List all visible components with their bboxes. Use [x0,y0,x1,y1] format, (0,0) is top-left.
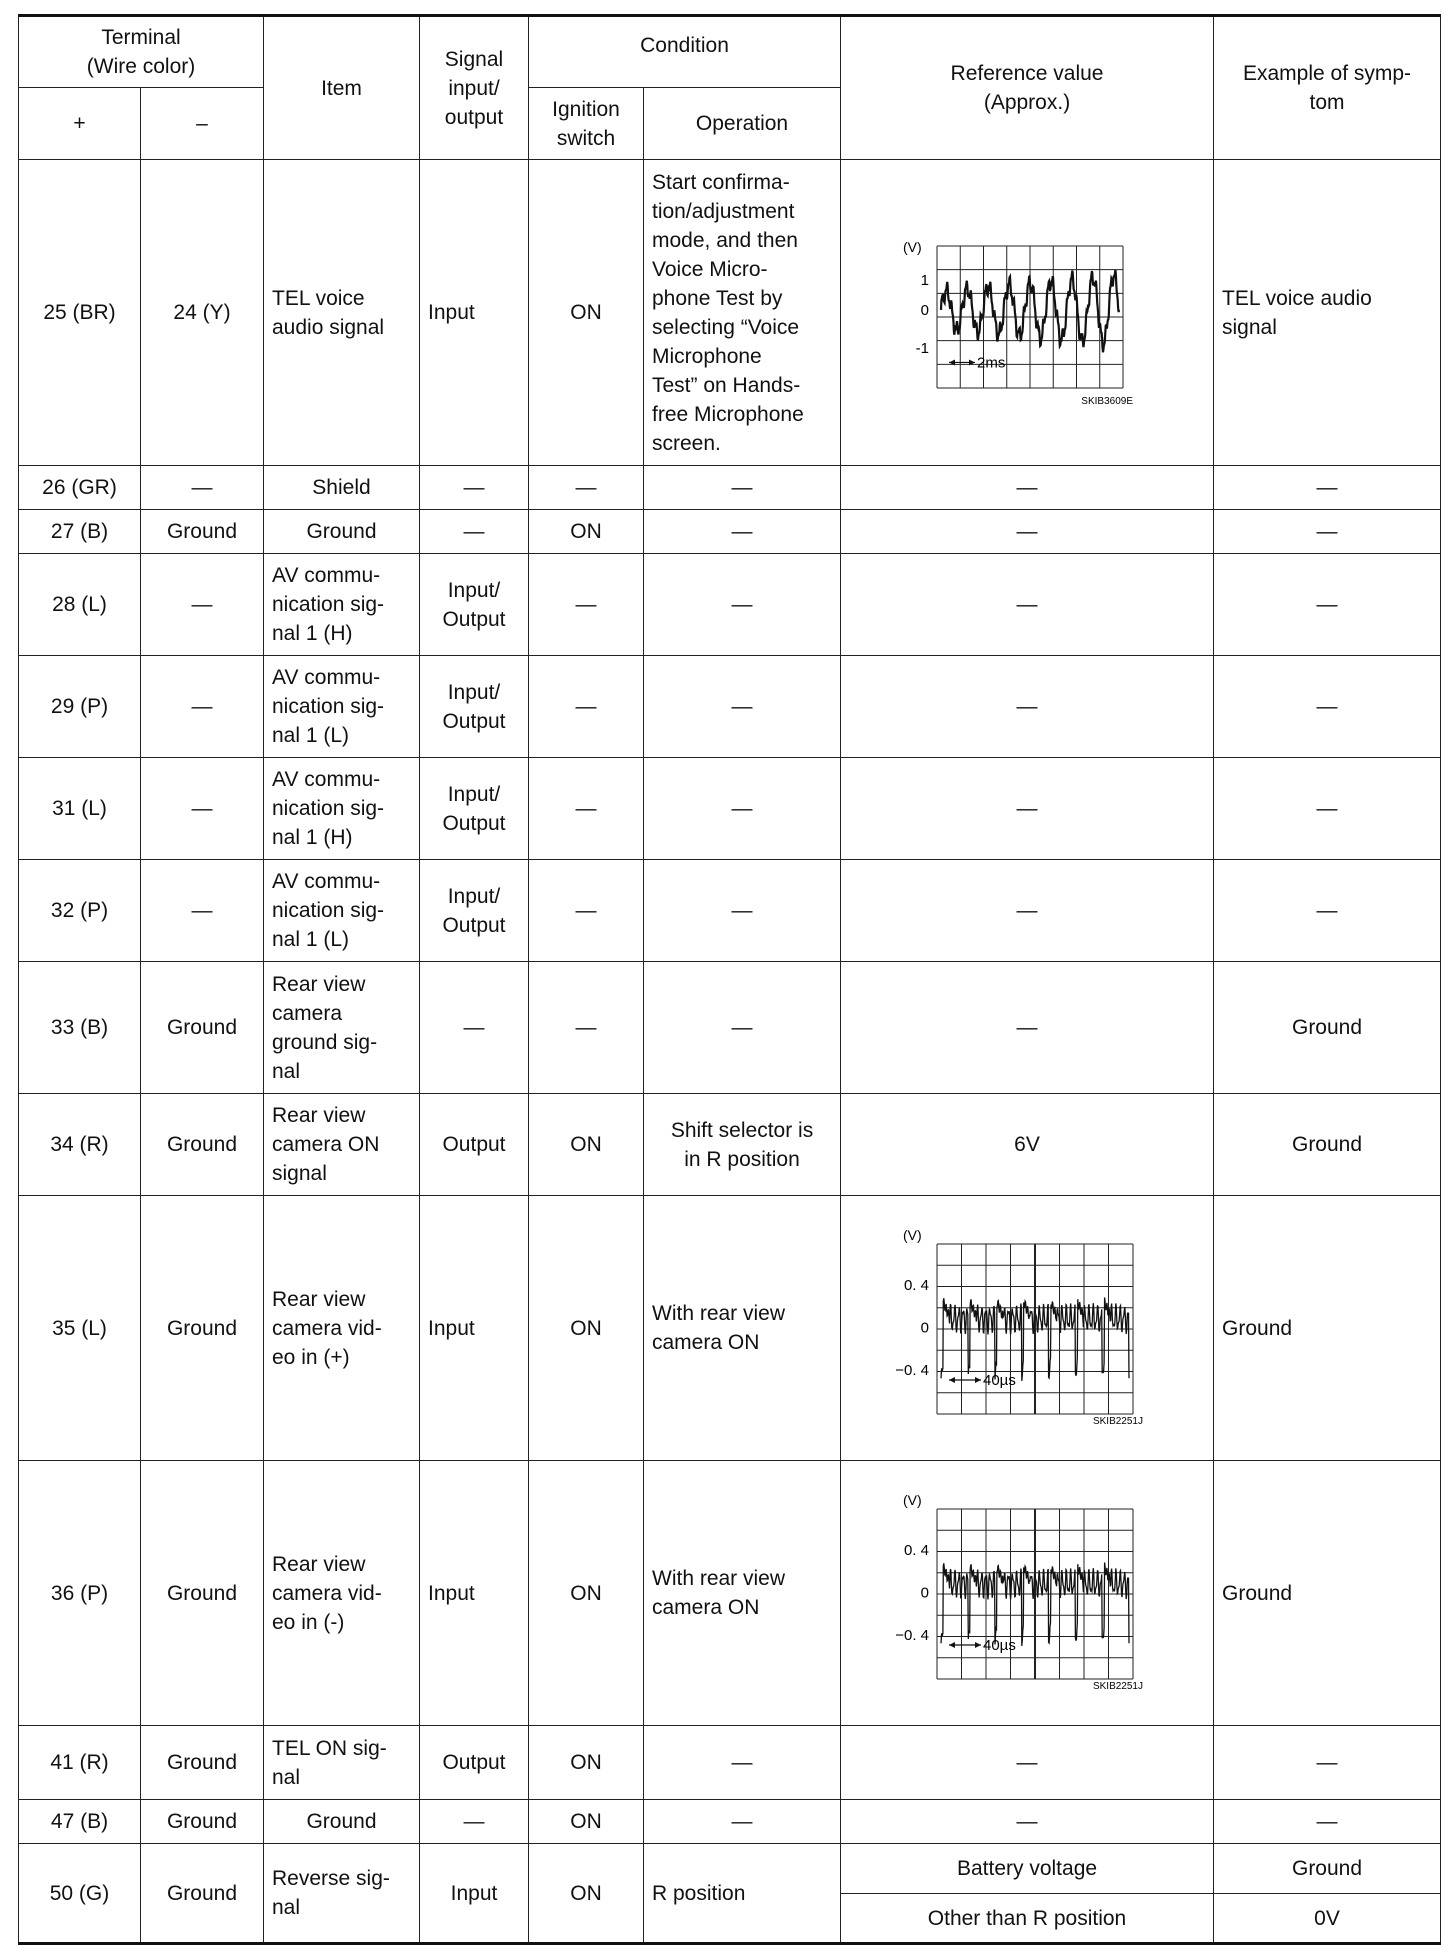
table-row [19,1800,1441,1844]
item-cell: TEL voice audio signal [264,160,420,466]
operation-cell: Start confirma- tion/adjustment mode, and then Voice Micro- phone Test by selecting “Voice Microphone Test” on Hands- free Microphone screen. [644,160,841,466]
ignition-cell: ON [529,1844,644,1944]
table-row [19,1461,1441,1726]
signal-io-cell: — [420,962,529,1094]
terminal-plus: 31 (L) [19,758,141,860]
symptom-cell: Ground [1214,962,1441,1094]
terminal-minus: — [141,554,264,656]
reference-cell: — [841,962,1214,1094]
ignition-cell: — [529,656,644,758]
waveform-y-tick: −0. 4 [895,1361,930,1379]
signal-io-cell: — [420,510,529,554]
ignition-cell: — [529,758,644,860]
operation-cell: — [644,962,841,1094]
table-row [19,656,1441,758]
item-cell: AV commu- nication sig- nal 1 (L) [264,860,420,962]
reference-cell: — [841,510,1214,554]
operation-cell: — [644,510,841,554]
waveform-time-label: 40µs [983,1637,1016,1654]
reference-cell: — [841,656,1214,758]
waveform-unit: (V) [903,238,922,255]
waveform-code: SKIB2251J [1092,1681,1144,1691]
terminal-minus: Ground [141,1844,264,1944]
waveform-y-tick: 0. 4 [903,1541,930,1559]
table-row [19,510,1441,554]
signal-io-cell: Input/ Output [420,758,529,860]
terminal-minus: — [141,466,264,510]
header-condition: Condition [529,16,841,88]
operation-cell: — [644,860,841,962]
item-cell: Rear view camera vid- eo in (+) [264,1196,420,1461]
terminal-minus: Ground [141,1800,264,1844]
terminal-minus: — [141,656,264,758]
table-row [19,1726,1441,1800]
item-cell: Rear view camera vid- eo in (-) [264,1461,420,1726]
waveform-graph [877,220,1177,406]
table-row [19,1196,1441,1461]
terminal-plus: 27 (B) [19,510,141,554]
reference-cell: 6V [841,1094,1214,1196]
table-row [19,1844,1441,1894]
terminal-minus: Ground [141,1726,264,1800]
signal-io-cell: Input [420,1844,529,1944]
ignition-cell: ON [529,1196,644,1461]
symptom-cell: — [1214,758,1441,860]
terminal-table [18,14,1441,1945]
terminal-plus: 28 (L) [19,554,141,656]
header-item: Item [264,16,420,160]
item-cell: Ground [264,1800,420,1844]
item-cell: AV commu- nication sig- nal 1 (H) [264,758,420,860]
operation-cell: — [644,758,841,860]
symptom-cell: Ground [1214,1844,1441,1894]
item-cell: Reverse sig- nal [264,1844,420,1944]
reference-cell: — [841,1800,1214,1844]
terminal-plus: 32 (P) [19,860,141,962]
symptom-cell: 0V [1214,1894,1441,1944]
item-cell: AV commu- nication sig- nal 1 (L) [264,656,420,758]
item-cell: Rear view camera ground sig- nal [264,962,420,1094]
item-cell: AV commu- nication sig- nal 1 (H) [264,554,420,656]
reference-cell: Other than R position [841,1894,1214,1944]
reference-cell: — [841,1726,1214,1800]
signal-io-cell: — [420,466,529,510]
terminal-minus: Ground [141,962,264,1094]
waveform-unit: (V) [903,1495,922,1508]
item-cell: Shield [264,466,420,510]
terminal-plus: 26 (GR) [19,466,141,510]
ignition-cell: ON [529,1726,644,1800]
operation-cell: — [644,1800,841,1844]
symptom-cell: — [1214,510,1441,554]
waveform-time-label: 2ms [977,353,1006,371]
terminal-plus: 41 (R) [19,1726,141,1800]
terminal-minus: — [141,758,264,860]
reference-cell: — [841,860,1214,962]
symptom-cell: TEL voice audio signal [1214,160,1441,466]
operation-cell: — [644,656,841,758]
item-cell: Ground [264,510,420,554]
table-row [19,466,1441,510]
terminal-minus: Ground [141,510,264,554]
operation-cell: — [644,1726,841,1800]
signal-io-cell: Input/ Output [420,656,529,758]
header-plus: + [19,88,141,160]
reference-waveform [841,1196,1214,1461]
symptom-cell: — [1214,554,1441,656]
table-row [19,758,1441,860]
table-body [19,160,1441,1944]
reference-cell: — [841,466,1214,510]
terminal-minus: Ground [141,1196,264,1461]
signal-io-cell: Output [420,1726,529,1800]
signal-io-cell: — [420,1800,529,1844]
ignition-cell: — [529,466,644,510]
symptom-cell: — [1214,1726,1441,1800]
header-ignition-switch: Ignition switch [529,88,644,160]
waveform-graph [877,1495,1177,1691]
operation-cell: With rear view camera ON [644,1196,841,1461]
item-cell: TEL ON sig- nal [264,1726,420,1800]
symptom-cell: Ground [1214,1094,1441,1196]
symptom-cell: Ground [1214,1196,1441,1461]
waveform-y-tick: 0 [920,1319,930,1337]
signal-io-cell: Output [420,1094,529,1196]
operation-cell: — [644,554,841,656]
symptom-cell: — [1214,860,1441,962]
header-operation: Operation [644,88,841,160]
ignition-cell: ON [529,510,644,554]
waveform-unit: (V) [903,1230,922,1243]
signal-io-cell: Input [420,1461,529,1726]
symptom-cell: Ground [1214,1461,1441,1726]
operation-cell: — [644,466,841,510]
ignition-cell: ON [529,1800,644,1844]
table-row [19,860,1441,962]
waveform-graph [877,1230,1177,1426]
ignition-cell: ON [529,160,644,466]
terminal-minus: 24 (Y) [141,160,264,466]
reference-waveform [841,160,1214,466]
signal-io-cell: Input/ Output [420,554,529,656]
terminal-plus: 35 (L) [19,1196,141,1461]
waveform-code: SKIB2251J [1092,1416,1144,1426]
terminal-minus: Ground [141,1461,264,1726]
terminal-minus: — [141,860,264,962]
table-row [19,160,1441,466]
ignition-cell: — [529,860,644,962]
reference-cell: — [841,758,1214,860]
item-cell: Rear view camera ON signal [264,1094,420,1196]
operation-cell: R position [644,1844,841,1944]
symptom-cell: — [1214,1800,1441,1844]
signal-io-cell: Input [420,160,529,466]
terminal-plus: 34 (R) [19,1094,141,1196]
waveform-y-tick: 0 [920,1584,930,1602]
terminal-plus: 33 (B) [19,962,141,1094]
header-reference-value: Reference value (Approx.) [841,16,1214,160]
waveform-y-tick: 0. 4 [903,1276,930,1294]
reference-cell: — [841,554,1214,656]
symptom-cell: — [1214,656,1441,758]
waveform-y-tick: 0 [920,301,930,319]
ignition-cell: — [529,554,644,656]
ignition-cell: — [529,962,644,1094]
header-minus: – [141,88,264,160]
terminal-minus: Ground [141,1094,264,1196]
waveform-y-tick: 1 [920,271,930,289]
header-example-symptom: Example of symp- tom [1214,16,1441,160]
operation-cell: Shift selector is in R position [644,1094,841,1196]
symptom-cell: — [1214,466,1441,510]
reference-cell: Battery voltage [841,1844,1214,1894]
terminal-plus: 36 (P) [19,1461,141,1726]
waveform-y-tick: −0. 4 [895,1626,930,1644]
waveform-code: SKIB3609E [1081,395,1134,406]
operation-cell: With rear view camera ON [644,1461,841,1726]
signal-io-cell: Input [420,1196,529,1461]
table-row [19,1094,1441,1196]
header-terminal: Terminal (Wire color) [19,16,264,88]
terminal-plus: 29 (P) [19,656,141,758]
signal-io-cell: Input/ Output [420,860,529,962]
waveform-time-label: 40µs [983,1372,1016,1389]
reference-waveform [841,1461,1214,1726]
table-row [19,554,1441,656]
terminal-plus: 47 (B) [19,1800,141,1844]
table-row [19,962,1441,1094]
ignition-cell: ON [529,1094,644,1196]
header-signal-io: Signal input/ output [420,16,529,160]
terminal-plus: 25 (BR) [19,160,141,466]
ignition-cell: ON [529,1461,644,1726]
terminal-plus: 50 (G) [19,1844,141,1944]
waveform-y-tick: -1 [915,339,930,357]
